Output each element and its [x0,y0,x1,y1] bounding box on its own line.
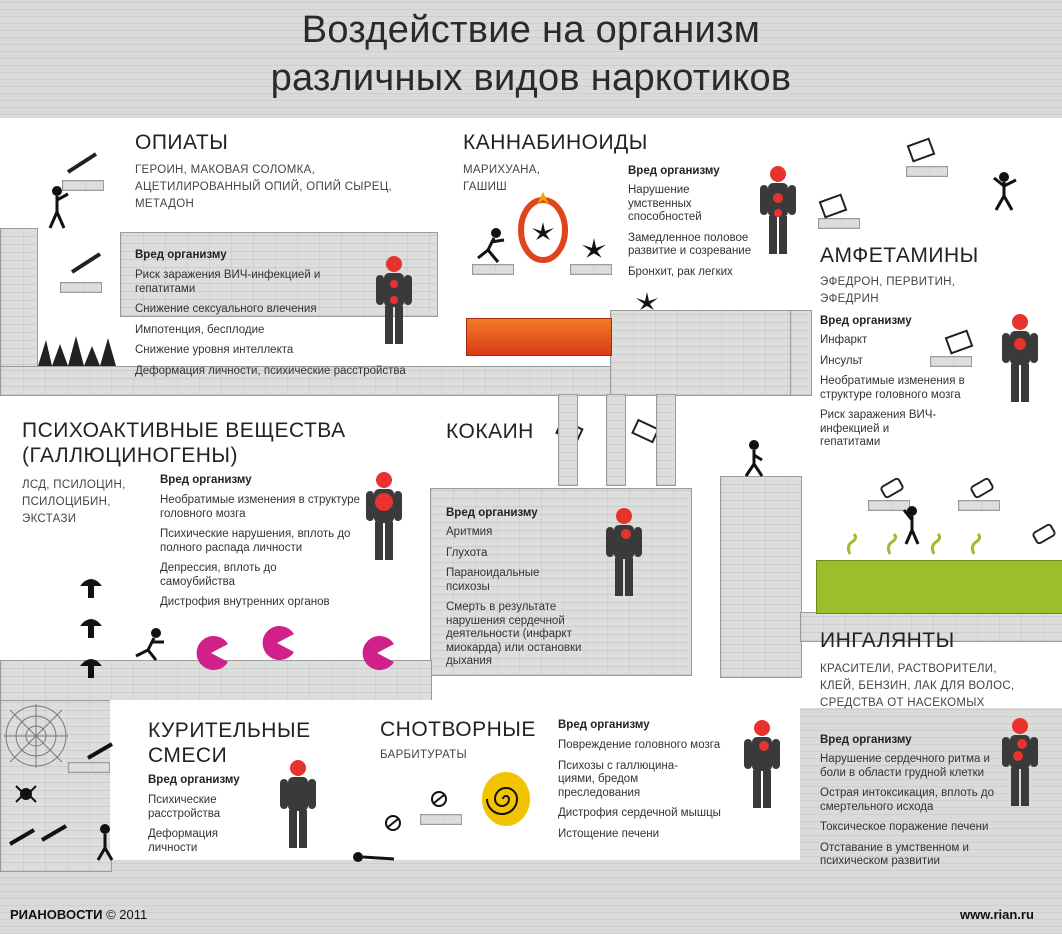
broken-pillar [558,394,578,486]
platform [570,264,612,275]
wall-cannabis-block [610,310,792,396]
stick-figure-icon [92,824,118,862]
list-item: Импотенция, бесплодие [135,323,265,336]
cannabinoids-heading: КАННАБИНОИДЫ [463,131,648,154]
smoking-mixes-harm-label: Вред организму [148,774,240,786]
cannabinoids-harm-label: Вред организму [628,165,720,177]
footer-brand [10,907,147,922]
spray-bottle-icon [878,478,906,500]
footer-site-link[interactable]: www.rian.ru [960,907,1034,922]
cigarette-icon [86,740,116,760]
platform [958,500,1000,511]
cannabis-leaf-icon [582,238,606,260]
spray-bottle-icon [968,478,996,500]
cocaine-heading: КОКАИН [446,420,534,443]
person-psychoactive-icon [362,470,406,562]
list-item: Снижение уровня интеллекта [135,344,294,356]
page-title [0,6,1062,102]
spikes-icon [38,334,118,366]
list-item: Отставание в умственном и психическом развитии [820,841,969,867]
stick-figure-icon [44,186,70,230]
inhalants-harm-label: Вред организму [820,734,912,746]
mushroom-icon [78,574,104,600]
lying-figure-icon [352,850,396,864]
platform [60,282,102,293]
wall-cocaine-right [720,476,802,678]
brand-logo: РИАНОВОСТИ [10,907,103,922]
platform [68,762,110,773]
cannabis-leaf-icon [532,222,554,242]
cocaine-packet-icon [632,422,658,442]
pill-packet-icon [908,140,934,160]
list-item: Инфаркт [820,334,868,346]
pill-packet-icon [820,196,846,216]
cigarette-icon [8,826,38,846]
cannabis-leaf-icon [636,292,658,312]
pill-packet-icon [946,332,972,352]
mushroom-icon [78,614,104,640]
stick-figure-icon [476,228,506,264]
list-item: Истощение печени [558,827,660,840]
title-line-1: Воздействие на организм [301,9,761,51]
copyright: © 2011 [106,907,148,922]
psychoactive-harm-label: Вред организму [160,474,252,486]
list-item: Острая интоксикация, вплоть до смертельного исхода [820,787,995,813]
person-smoking-mixes-icon [276,758,320,850]
list-item: Параноидальные психозы [446,567,540,593]
amphetamines-subtitle: ЭФЕДРОН, ПЕРВИТИН, ЭФЕДРИН [820,276,956,305]
list-item: Нарушение сердечного ритма и боли в области грудной клетки [820,753,990,779]
person-amphetamines-icon [998,312,1042,404]
person-inhalants-icon [998,716,1042,808]
pacman-icon [260,626,294,660]
stick-figure-icon [742,440,766,478]
mushroom-icon [78,654,104,680]
smoking-mixes-heading: КУРИТЕЛЬНЫЕ СМЕСИ [148,719,311,767]
list-item: Деформация личности, психические расстройства [135,364,406,377]
broken-pillar [606,394,626,486]
person-sleeping-pills-icon [740,718,784,810]
stick-figure-icon [990,172,1018,212]
list-item: Токсическое поражение печени [820,821,989,833]
list-item: Психозы с галлюцина- циями, бредом преследования [558,759,678,799]
cannabinoids-subtitle: МАРИХУАНА, ГАШИШ [463,164,541,193]
psychoactive-heading: ПСИХОАКТИВНЫЕ ВЕЩЕСТВА (ГАЛЛЮЦИНОГЕНЫ) [22,419,346,467]
list-item: Инсульт [820,354,863,367]
platform [818,218,860,229]
list-item: Дистрофия сердечной мышцы [558,807,721,819]
person-cannabinoids-icon [756,164,800,256]
pill-icon [430,790,448,808]
amphetamines-harm-label: Вред организму [820,315,912,327]
amphetamines-heading: АМФЕТАМИНЫ [820,244,979,267]
cocaine-harm-label: Вред организму [446,507,538,519]
cannabinoids-harm-list [628,184,753,286]
opiates-harm-label: Вред организму [135,249,227,261]
list-item: Депрессия, вплоть до самоубийства [160,562,277,588]
pacman-icon [360,636,394,670]
list-item: Аритмия [446,526,493,538]
opiates-harm-list [135,269,475,385]
sleeping-pills-subtitle: БАРБИТУРАТЫ [380,749,467,761]
broken-pillar [656,394,676,486]
platform [472,264,514,275]
fumes-icon [846,534,986,556]
cocaine-harm-list [446,526,616,676]
title-line-2: различных видов наркотиков [270,57,792,99]
list-item: Нарушение умственных способностей [628,184,702,223]
cigarette-icon [40,822,70,842]
opiates-heading: ОПИАТЫ [135,131,229,154]
spray-bottle-icon [1030,524,1058,546]
spider-icon [14,782,38,804]
inhalants-heading: ИНГАЛЯНТЫ [820,629,955,652]
list-item: Необратимые изменения в структуре головного мозга [820,375,965,401]
psychoactive-subtitle: ЛСД, ПСИЛОЦИН, ПСИЛОЦИБИН, ЭКСТАЗИ [22,479,126,525]
list-item: Дистрофия внутренних органов [160,596,330,608]
list-item: Замедленное половое развитие и созревание [628,231,752,257]
platform [930,356,972,367]
opiates-subtitle: ГЕРОИН, МАКОВАЯ СОЛОМКА, АЦЕТИЛИРОВАННЫЙ ОПИЙ, ОПИЙ СЫРЕЦ, МЕТАДОН [135,164,393,210]
sleeping-pills-harm-list [558,739,758,848]
person-opiates-icon [372,254,416,346]
list-item: Смерть в результате нарушения сердечной деятельности (инфаркт миокарда) или остановки дыхания [446,601,582,667]
acid-pool [816,560,1062,614]
wall-amph-step [790,310,812,396]
platform [420,814,462,825]
list-item: Повреждение головного мозга [558,739,721,751]
spider-web-icon [4,704,68,768]
hypnotic-spiral-icon [480,770,532,828]
list-item: Снижение сексуального влечения [135,303,317,315]
list-item: Психические расстройства [148,794,221,820]
list-item: Риск заражения ВИЧ- инфекцией и гепатитами [820,409,937,448]
smoking-mixes-harm-list [148,794,248,862]
psychoactive-harm-list [160,494,370,617]
pill-icon [384,814,402,832]
list-item: Деформация личности [148,828,218,854]
person-cocaine-icon [602,506,646,598]
inhalants-subtitle: КРАСИТЕЛИ, РАСТВОРИТЕЛИ, КЛЕЙ, БЕНЗИН, ЛАК ДЛЯ ВОЛОС, СРЕДСТВА ОТ НАСЕКОМЫХ [820,663,1015,709]
stick-figure-icon [134,628,168,662]
list-item: Необратимые изменения в структуре головного мозга [160,494,360,520]
syringe-icon [66,152,98,174]
syringe-icon [70,252,102,274]
sleeping-pills-heading: СНОТВОРНЫЕ [380,718,536,741]
list-item: Бронхит, рак легких [628,265,733,278]
list-item: Глухота [446,546,488,559]
fire-pit [466,318,612,356]
sleeping-pills-harm-label: Вред организму [558,719,650,731]
pacman-icon [194,636,228,670]
list-item: Риск заражения ВИЧ-инфекцией и гепатитами [135,269,321,295]
list-item: Психические нарушения, вплоть до полного распада личности [160,528,351,554]
platform [906,166,948,177]
